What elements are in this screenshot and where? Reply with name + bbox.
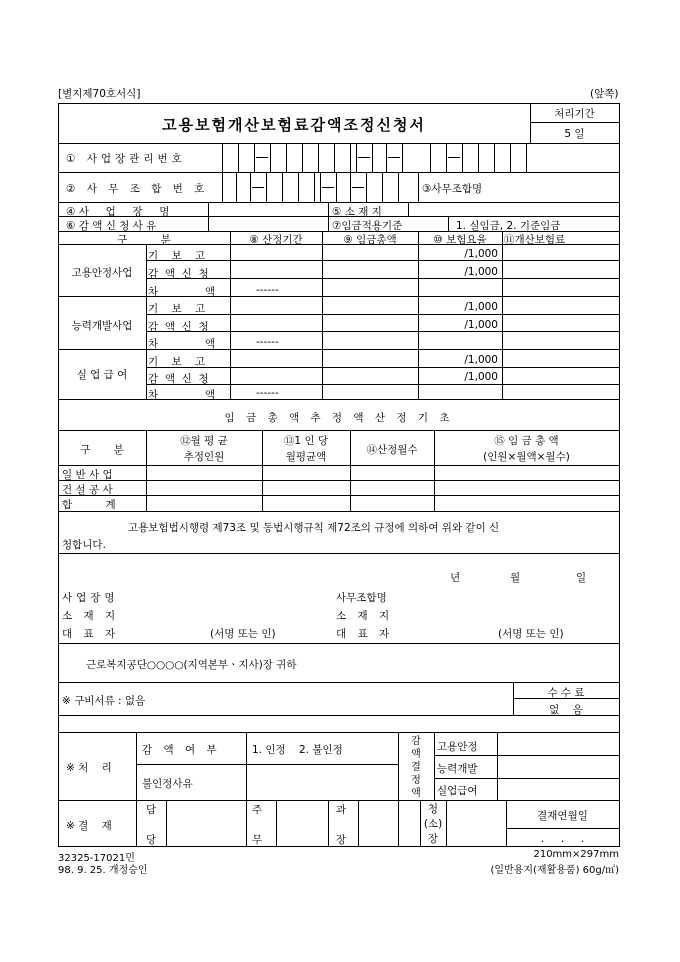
union-name-label: ③사무조합명	[422, 183, 483, 195]
row-reduction-request: 감 액 신 청	[148, 268, 209, 280]
decision-employment-stability: 고용안정	[437, 741, 478, 753]
rate-value: /1,000	[464, 319, 498, 331]
reduction-reason-label: ⑥ 감 액 신 청 사 유	[66, 220, 157, 232]
wage-row-general: 일 반 사 업	[62, 469, 113, 481]
calc-col-rate: ⑩ 보험요율	[433, 234, 487, 246]
row-difference: 차 액	[148, 286, 216, 298]
union-rep-label: 대 표 자	[336, 628, 394, 640]
rate-value: /1,000	[464, 371, 498, 383]
union-name-sign-label: 사무조합명	[336, 592, 387, 604]
applicant-address-label: 소 재 지	[62, 610, 120, 622]
union-name-field[interactable]	[486, 175, 618, 199]
approver-staff-bottom: 당	[146, 834, 157, 846]
footer-paper-size: 210mm×297mm	[533, 849, 619, 860]
applicant-sign[interactable]: (서명 또는 인)	[210, 628, 276, 640]
statement-line2: 청합니다.	[62, 539, 106, 551]
footer-paper-type: (일반용지(재활용품) 60g/㎡)	[490, 865, 619, 876]
approver-head-line1: 청	[427, 803, 439, 815]
processing-period-label: 처리기간	[554, 108, 595, 120]
wage-col-avg-line1: ⑬1 인 당	[283, 435, 329, 447]
form-number: [별지제70호서식]	[58, 88, 141, 100]
calc-col-category: 구 분	[117, 234, 171, 246]
row-reported: 기 보 고	[148, 303, 206, 315]
group-employment-stability: 고용안정사업	[71, 267, 133, 279]
wage-col-headcount-line1: ⑫월 평 균	[180, 435, 228, 447]
date-year[interactable]: 년	[450, 572, 461, 584]
approval-label: 감 액 여 부	[142, 744, 221, 756]
wage-row-construction: 건 설 공 사	[62, 484, 113, 496]
form-title: 고용보험개산보험료감액조정신청서	[162, 116, 426, 134]
approver-staff-top: 담	[146, 804, 157, 816]
wage-col-total-line2: (인원×월액×월수)	[483, 451, 570, 463]
row-reduction-request: 감 액 신 청	[148, 373, 209, 385]
footer-revision: 98. 9. 25. 개정승인	[58, 865, 148, 876]
wage-col-headcount-line2: 추정인원	[183, 451, 225, 463]
wage-col-avg-line2: 월평균액	[285, 451, 327, 463]
rate-value: /1,000	[464, 354, 498, 366]
applicant-rep-label: 대 표 자	[62, 628, 120, 640]
address-field[interactable]	[410, 203, 618, 215]
approver-head-line2: (소)	[423, 818, 443, 830]
applicant-biz-name-label: 사업장명	[62, 592, 119, 604]
page-side: (앞쪽)	[590, 88, 619, 100]
calc-col-period: ⑧ 산정기간	[249, 234, 303, 246]
row-difference: 차 액	[148, 389, 216, 401]
reduction-decision-vertical: 감액결정액	[411, 736, 421, 799]
biz-mgmt-no-label: ① 사업장관리번호	[66, 153, 186, 165]
reduction-reason-field[interactable]	[210, 217, 326, 230]
group-skill-development: 능력개발사업	[71, 320, 133, 332]
calc-col-premium: ⑪개산보험료	[504, 234, 566, 246]
calc-col-wage-total: ⑨ 임금총액	[343, 234, 397, 246]
row-reduction-request: 감 액 신 청	[148, 321, 209, 333]
approver-officer-bottom: 무	[252, 834, 263, 846]
approver-officer-top: 주	[252, 804, 263, 816]
reject-reason-label: 불인정사유	[142, 778, 193, 790]
approval-options[interactable]: 1. 인정 2. 불인정	[252, 744, 343, 756]
fee-label: 수 수 료	[547, 687, 585, 699]
date-month[interactable]: 월	[510, 572, 521, 584]
recipient: 근로복지공단○○○○(지역본부ㆍ지사)장 귀하	[86, 659, 297, 671]
processing-period-value: 5 일	[564, 128, 585, 140]
row-reported: 기 보 고	[148, 250, 206, 262]
union-sign[interactable]: (서명 또는 인)	[498, 628, 564, 640]
rate-value: /1,000	[464, 301, 498, 313]
approval-section-label: ※ 결 재	[66, 820, 112, 832]
dash-placeholder: ------	[256, 387, 279, 399]
dash-placeholder: ------	[256, 336, 279, 348]
group-unemployment-benefit: 실 업 급 여	[76, 369, 128, 381]
rate-value: /1,000	[464, 266, 498, 278]
date-day[interactable]: 일	[576, 572, 587, 584]
approver-section-chief-top: 과	[336, 804, 347, 816]
row-difference: 차 액	[148, 338, 216, 350]
approver-head-line3: 장	[427, 833, 439, 845]
decision-unemployment-benefit: 실업급여	[437, 785, 478, 797]
wage-col-category: 구 분	[80, 444, 124, 456]
attachments-label: ※ 구비서류 : 없음	[62, 695, 146, 707]
wage-table-title: 임 금 총 액 추 정 액 산 정 기 초	[224, 412, 454, 424]
decision-skill-development: 능력개발	[437, 763, 478, 775]
wage-col-months: ⑭산정월수	[366, 444, 418, 456]
wage-col-total-line1: ⑮ 임 금 총 액	[494, 435, 559, 447]
statement-line1: 고용보험법시행령 제73조 및 동법시행규칙 제72조의 규정에 의하여 위와 같이 신	[128, 522, 500, 534]
approval-date-field[interactable]: . . .	[540, 833, 585, 845]
wage-basis-options[interactable]: 1. 실임금, 2. 기준임금	[456, 220, 561, 232]
approver-section-chief-bottom: 장	[336, 834, 347, 846]
union-address-label: 소 재 지	[336, 610, 394, 622]
processing-label: ※ 처 리	[66, 762, 112, 774]
reject-reason-field[interactable]	[248, 766, 396, 798]
approval-date-label: 결재연월일	[537, 810, 588, 822]
fee-value: 없 음	[549, 704, 583, 716]
row-reported: 기 보 고	[148, 356, 206, 368]
address-label: ⑤ 소 재 지	[332, 206, 382, 218]
union-no-label: ② 사 무 조 합 번 호	[66, 183, 209, 195]
wage-row-total: 합 계	[62, 499, 116, 511]
biz-name-field[interactable]	[210, 203, 326, 215]
biz-name-label: ④ 사 업 장 명	[66, 206, 170, 218]
wage-basis-label: ⑦임금적용기준	[332, 220, 403, 232]
rate-value: /1,000	[464, 248, 498, 260]
footer-code: 32325-17021민	[58, 853, 135, 864]
dash-placeholder: ------	[256, 284, 279, 296]
